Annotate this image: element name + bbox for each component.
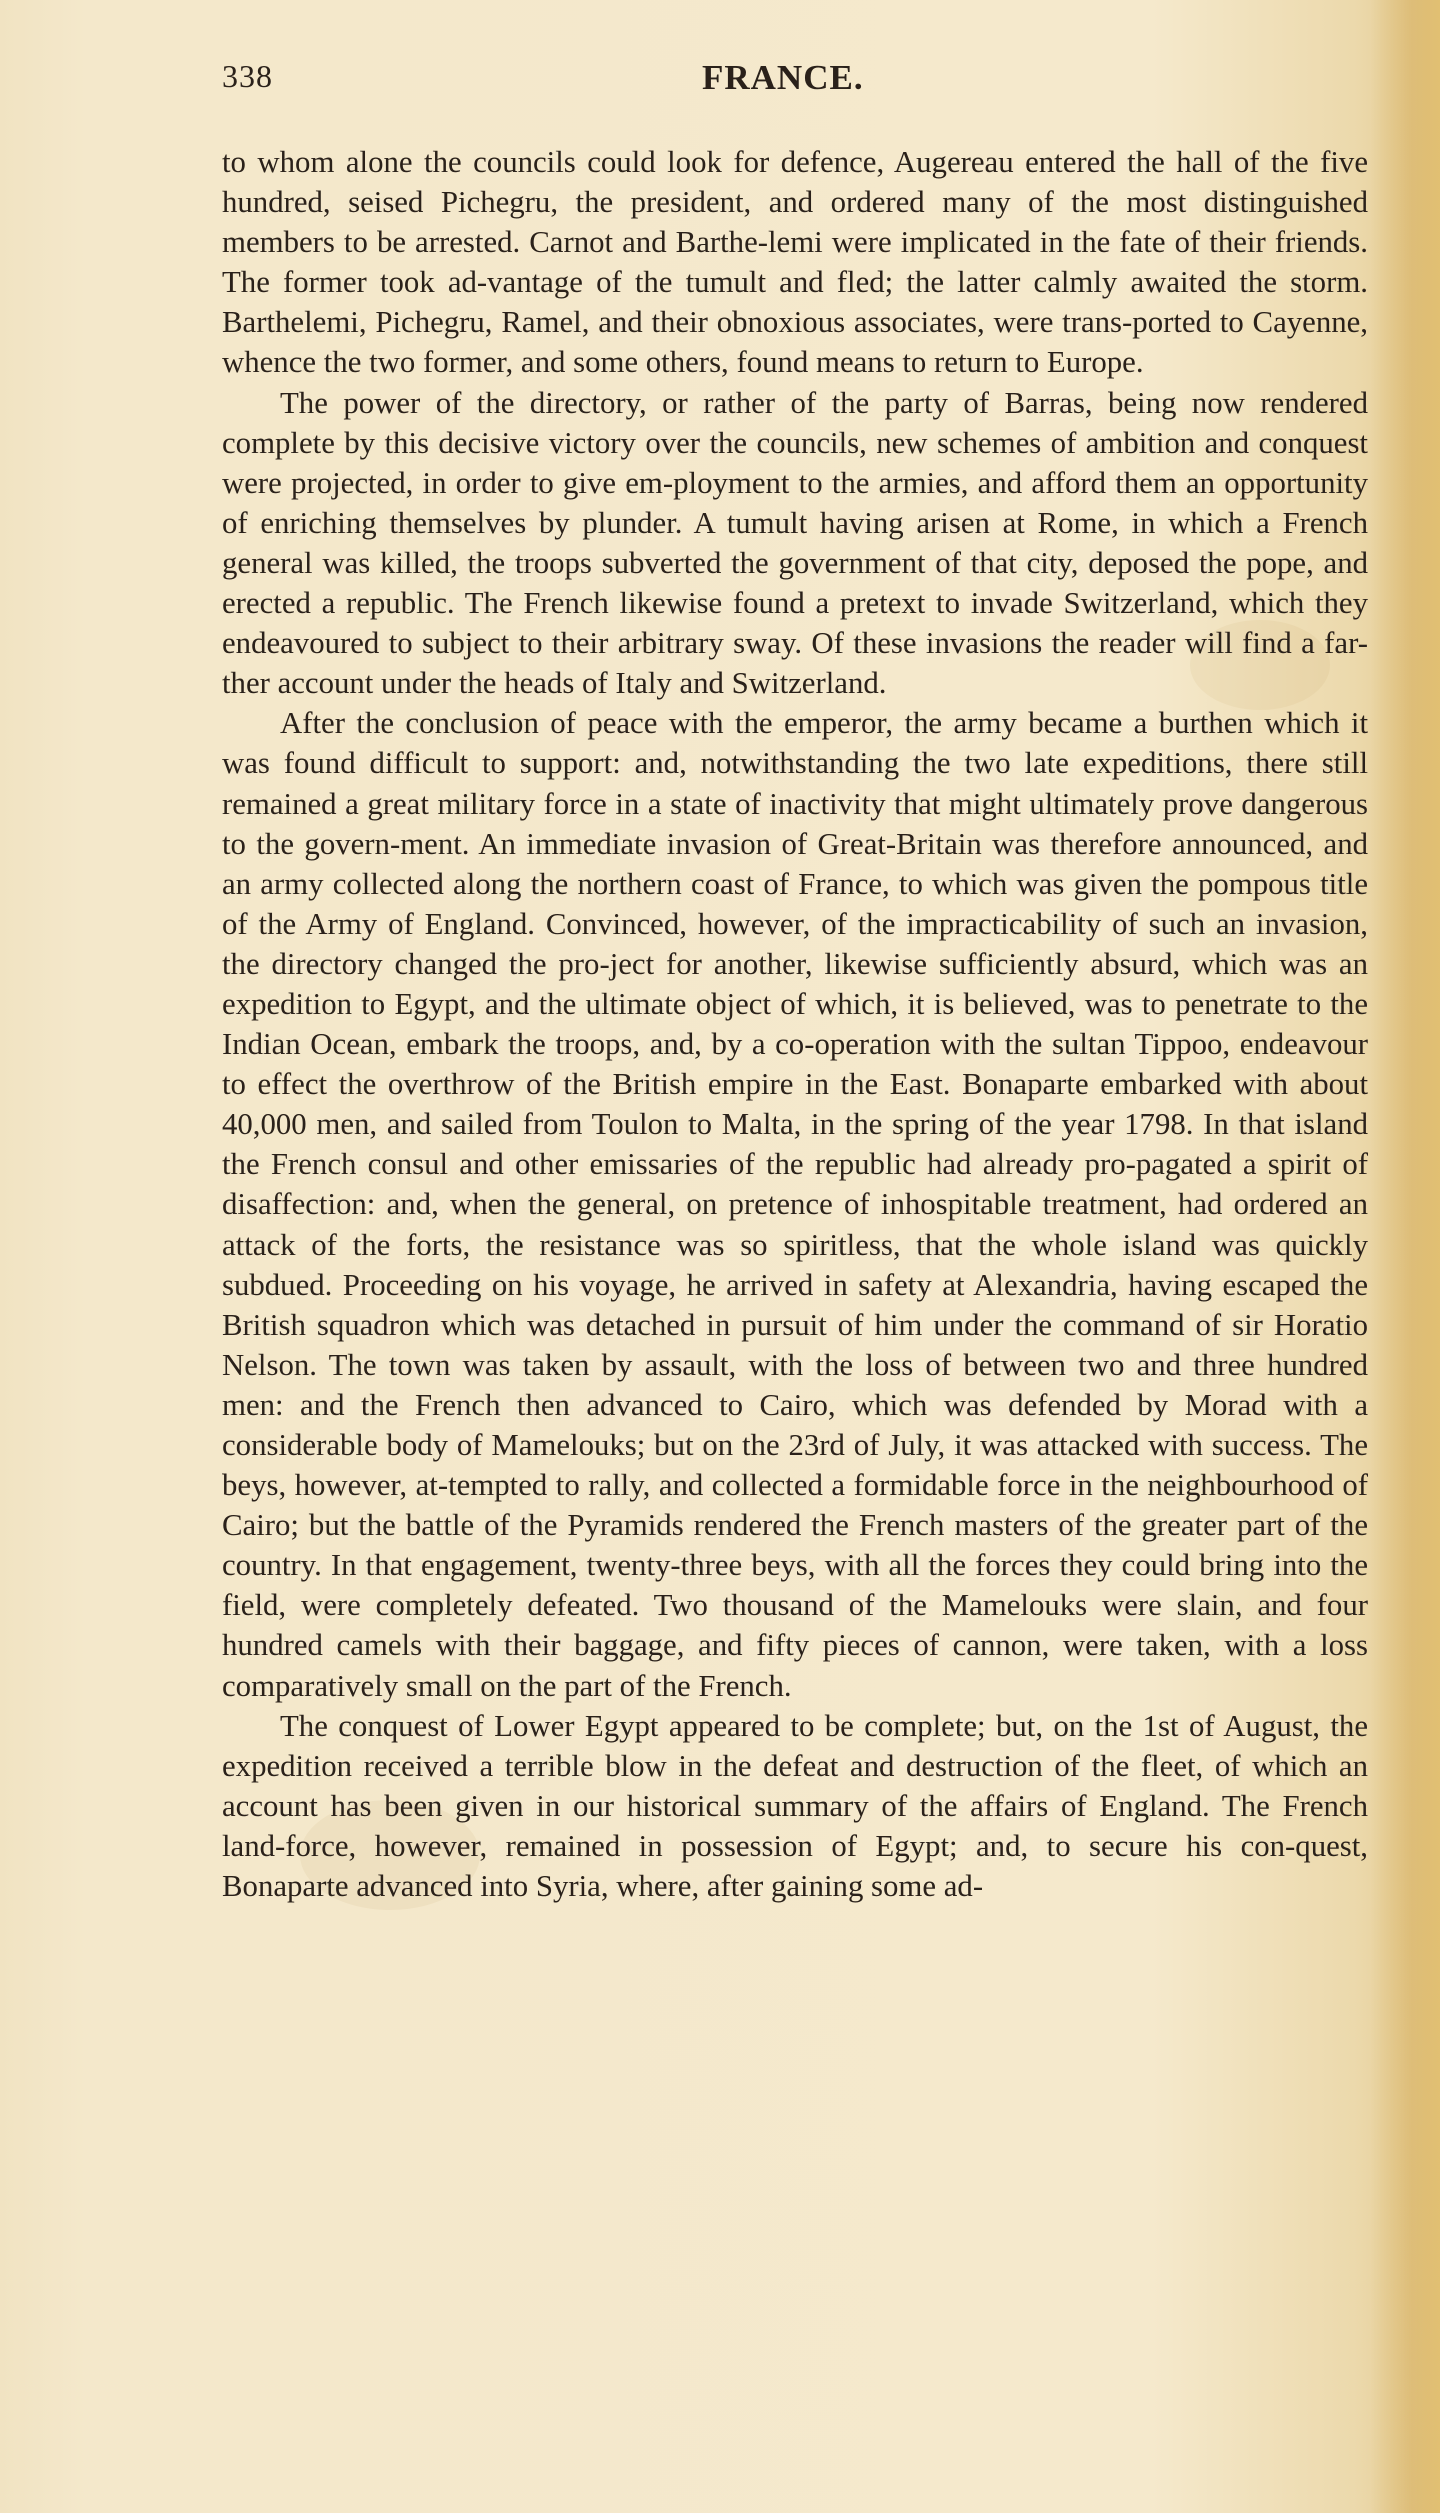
page-header [222,58,1387,108]
page-gutter-shadow [1370,0,1440,2513]
body-text [222,142,1368,1906]
running-title: FRANCE. [702,58,864,97]
paragraph: The power of the directory, or rather of the party of Barras, being now rendered complete by this decisive victory over the councils, new schemes of ambition and conquest were projected, in order to give em-ployment to the armies, and afford them an opportunity of enriching themselves by plunder. A tumult having arisen at Rome, in which a French general was killed, the troops subverted the government of that city, deposed the pope, and erected a republic. The French likewise found a pretext to invade Switzerland, which they endeavoured to subject to their arbitrary sway. Of these invasions the reader will find a far-ther account under the heads of Italy and Switzerland. [222,385,1368,701]
paragraph: to whom alone the councils could look for defence, Augereau entered the hall of the five hundred, seised Pichegru, the president, and ordered many of the most distinguished members to be arrested. Carnot and Barthe-lemi were implicated in the fate of their friends. The former took ad-vantage of the tumult and fled; the latter calmly awaited the storm. Barthelemi, Pichegru, Ramel, and their obnoxious associates, were trans-ported to Cayenne, whence the two former, and some others, found means to return to Europe. [222,145,1368,380]
page-number: 338 [222,58,273,94]
paragraph: The conquest of Lower Egypt appeared to be complete; but, on the 1st of August, the expedition received a terrible blow in the defeat and destruction of the fleet, of which an account has been given in our historical summary of the affairs of England. The French land-force, however, remained in possession of Egypt; and, to secure his con-quest, Bonaparte advanced into Syria, where, after gaining some ad- [222,1708,1368,1904]
paragraph: After the conclusion of peace with the emperor, the army became a burthen which it was found difficult to support: and, notwithstanding the two late expeditions, there still remained a great military force in a state of inactivity that might ultimately prove dangerous to the govern-ment. An immediate invasion of Great-Britain was therefore announced, and an army collected along the northern coast of France, to which was given the pompous title of the Army of England. Convinced, however, of the impracticability of such an invasion, the directory changed the pro-ject for another, likewise sufficiently absurd, which was an expedition to Egypt, and the ultimate object of which, it is believed, was to penetrate to the Indian Ocean, embark the troops, and, by a co-operation with the sultan Tippoo, endeavour to effect the overthrow of the British empire in the East. Bonaparte embarked with about 40,000 men, and sailed from Toulon to Malta, in the spring of the year 1798. In that island the French consul and other emissaries of the republic had already pro-pagated a spirit of disaffection: and, when the general, on pretence of inhospitable treatment, had ordered an attack of the forts, the resistance was so spiritless, that the whole island was quickly subdued. Proceeding on his voyage, he arrived in safety at Alexandria, having escaped the British squadron which was detached in pursuit of him under the command of sir Horatio Nelson. The town was taken by assault, with the loss of between two and three hundred men: and the French then advanced to Cairo, which was defended by Morad with a considerable body of Mamelouks; but on the 23rd of July, it was attacked with success. The beys, however, at-tempted to rally, and collected a formidable force in the neighbourhood of Cairo; but the battle of the Pyramids rendered the French masters of the greater part of the country. In that engagement, twenty-three beys, with all the forces they could bring into the field, were completely defeated. Two thousand of the Mamelouks were slain, and four hundred camels with their baggage, and fifty pieces of cannon, were taken, with a loss comparatively small on the part of the French. [222,706,1368,1703]
